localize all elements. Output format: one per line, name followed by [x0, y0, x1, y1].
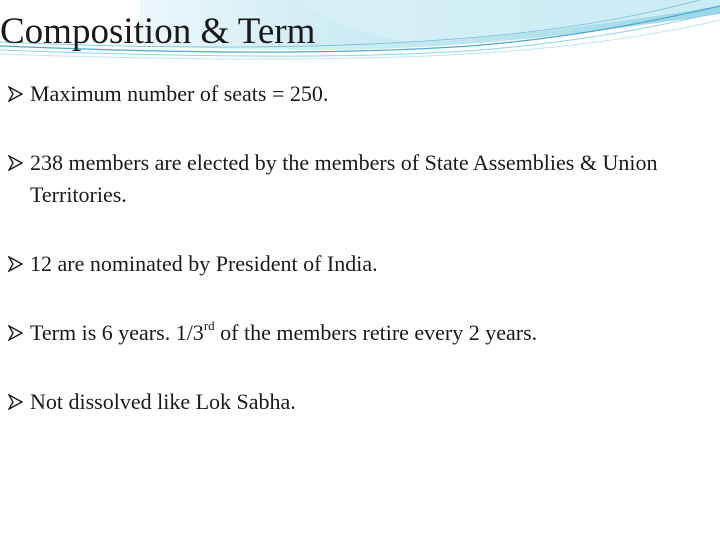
bullet-item-nominated	[8, 248, 708, 280]
arrow-bullet-icon	[8, 394, 23, 410]
bullet-text-pre: Term is 6 years. 1/3	[30, 320, 204, 345]
bullet-text: Not dissolved like Lok Sabha.	[30, 389, 296, 414]
bullet-item-term	[8, 317, 708, 349]
bullet-text: Maximum number of seats = 250.	[30, 81, 329, 106]
arrow-bullet-icon	[8, 86, 23, 102]
arrow-bullet-icon	[8, 325, 23, 341]
arrow-bullet-icon	[8, 155, 23, 171]
superscript-rd: rd	[203, 317, 215, 333]
arrow-bullet-icon	[8, 256, 23, 272]
bullet-item-elected	[8, 147, 708, 211]
bullet-item-not-dissolved	[8, 386, 708, 418]
slide-title: Composition & Term	[0, 11, 316, 52]
bullet-list	[8, 78, 708, 455]
bullet-text-post: of the members retire every 2 years.	[214, 320, 538, 345]
bullet-item-seats	[8, 78, 708, 110]
bullet-text: 12 are nominated by President of India.	[30, 251, 378, 276]
bullet-text: 238 members are elected by the members of State Assemblies & Union Territories.	[30, 150, 658, 207]
